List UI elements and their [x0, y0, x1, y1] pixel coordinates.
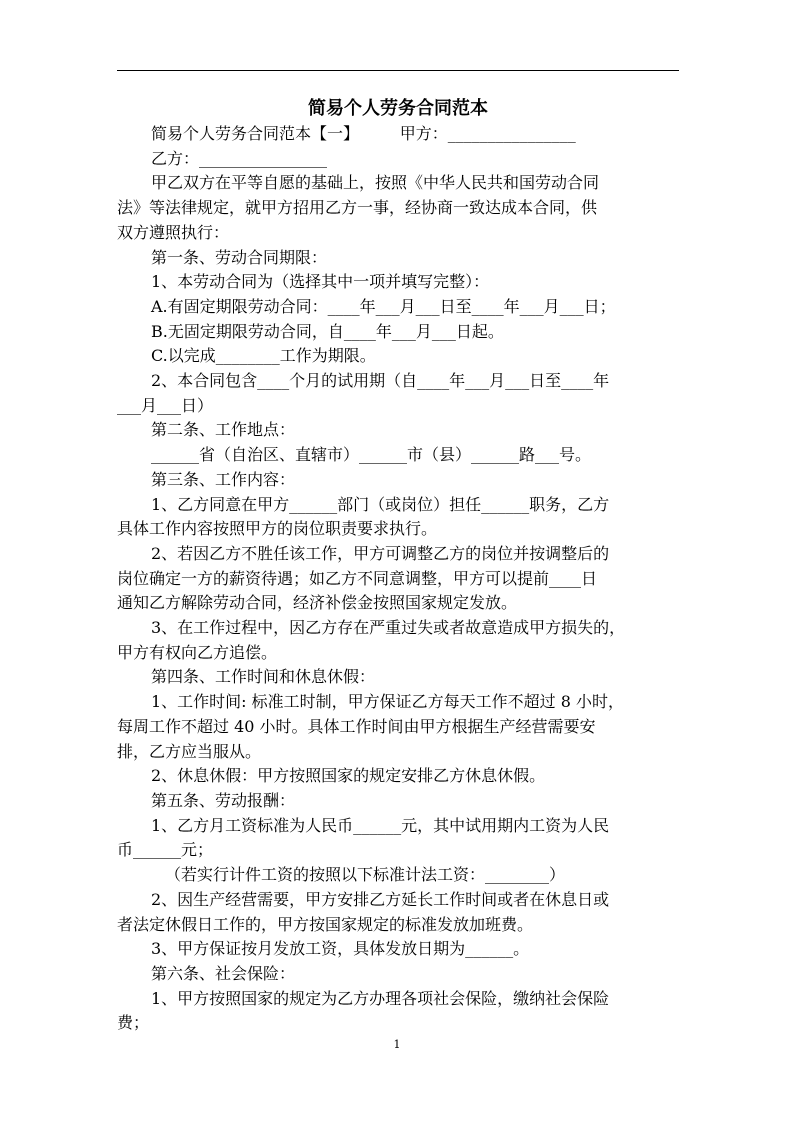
paragraph-line: 3、在工作过程中，因乙方存在严重过失或者故意造成甲方损失的， [151, 618, 626, 638]
paragraph-line: A.有固定期限劳动合同：____年___月___日至____年___月___日； [151, 296, 616, 316]
paragraph-line: 3、甲方保证按月发放工资，具体发放日期为______。 [151, 939, 530, 959]
paragraph-line: 1、乙方同意在甲方______部门（或岗位）担任______职务，乙方 [151, 494, 610, 514]
paragraph-line: 币______元； [117, 840, 214, 860]
document-title: 简易个人劳务合同范本 [308, 98, 488, 119]
paragraph-line: 甲乙双方在平等自愿的基础上，按照《中华人民共和国劳动合同 [151, 173, 600, 193]
paragraph-line: 通知乙方解除劳动合同，经济补偿金按照国家规定发放。 [117, 593, 518, 613]
paragraph-line: B.无固定期限劳动合同，自____年___月___日起。 [151, 321, 504, 341]
paragraph-line: （若实行计件工资的按照以下标准计法工资：________） [165, 865, 566, 885]
paragraph-line: 法》等法律规定，就甲方招用乙方一事，经协商一致达成本合同，供 [117, 198, 598, 218]
paragraph-line: 排，乙方应当服从。 [117, 741, 262, 761]
paragraph-line: 每周工作不超过 40 小时。具体工作时间由甲方根据生产经营需要安 [117, 716, 596, 736]
section-heading: 第四条、工作时间和休息休假： [151, 667, 376, 687]
section-heading: 第五条、劳动报酬： [151, 790, 296, 810]
paragraph-line: 双方遵照执行： [117, 222, 230, 242]
section-heading: 第二条、工作地点： [151, 420, 296, 440]
section-heading: 第六条、社会保险： [151, 963, 296, 983]
paragraph-line: 2、本合同包含____个月的试用期（自____年___月___日至____年 [151, 371, 610, 391]
paragraph-line: 2、因生产经营需要，甲方安排乙方延长工作时间或者在休息日或 [151, 889, 610, 909]
paragraph-line: 乙方：________________ [151, 148, 328, 168]
paragraph-line: ___月___日） [117, 395, 214, 415]
paragraph-line: 1、甲方按照国家的规定为乙方办理各项社会保险，缴纳社会保险 [151, 988, 610, 1008]
paragraph-line: 甲方有权向乙方追偿。 [117, 642, 278, 662]
paragraph-line: ______省（自治区、直辖市）______市（县）______路___号。 [151, 445, 592, 465]
paragraph-line: 1、本劳动合同为（选择其中一项并填写完整）： [151, 272, 490, 292]
page-number: 1 [393, 1038, 401, 1051]
section-heading: 第三条、工作内容： [151, 469, 296, 489]
paragraph-line: 岗位确定一方的薪资待遇；如乙方不同意调整，甲方可以提前____日 [117, 568, 598, 588]
paragraph-line: 1、工作时间: 标准工时制，甲方保证乙方每天工作不超过 8 小时， [151, 692, 625, 712]
paragraph-line: 1、乙方月工资标准为人民币______元，其中试用期内工资为人民 [151, 815, 610, 835]
paragraph-line: 2、休息休假：甲方按照国家的规定安排乙方休息休假。 [151, 766, 546, 786]
paragraph-line: 具体工作内容按照甲方的岗位职责要求执行。 [117, 519, 438, 539]
paragraph-line: 费； [117, 1013, 150, 1033]
header-rule [117, 70, 679, 71]
paragraph-line: C.以完成________工作为期限。 [151, 346, 376, 366]
paragraph-line: 者法定休假日工作的，甲方按国家规定的标准发放加班费。 [117, 914, 534, 934]
section-heading: 第一条、劳动合同期限： [151, 247, 328, 267]
document-body [117, 96, 679, 1036]
paragraph-line: 简易个人劳务合同范本【一】 甲方：________________ [151, 124, 576, 143]
paragraph-line: 2、若因乙方不胜任该工作，甲方可调整乙方的岗位并按调整后的 [151, 543, 610, 563]
